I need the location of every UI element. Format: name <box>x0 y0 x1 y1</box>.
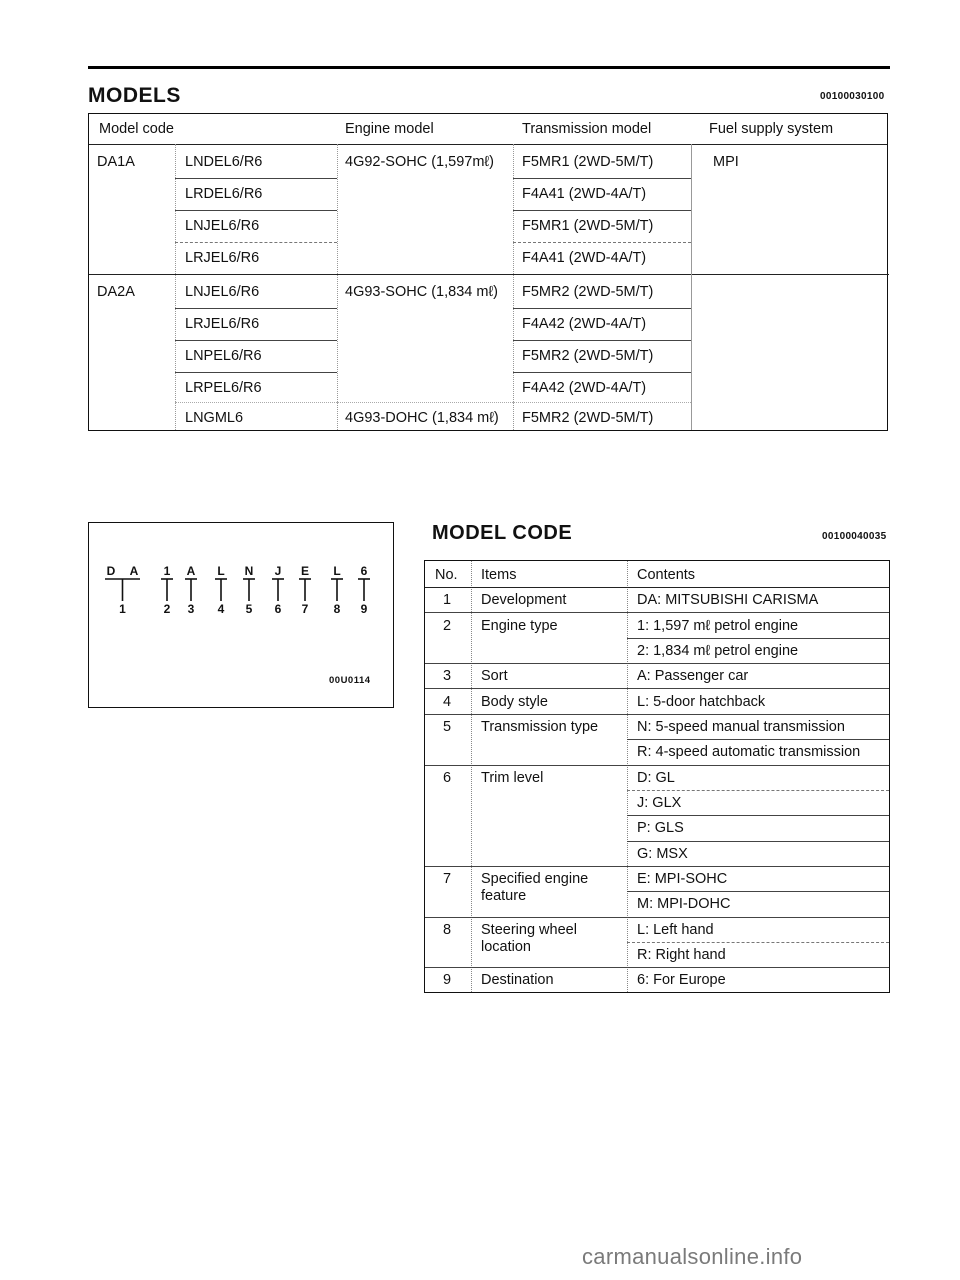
header-transmission-model: Transmission model <box>522 121 652 137</box>
row-subdivider <box>627 790 889 791</box>
row-item: Sort <box>481 668 508 684</box>
model-code-cell: LRDEL6/R6 <box>185 186 263 202</box>
transmission-cell: F5MR2 (2WD-5M/T) <box>522 348 654 364</box>
models-title: MODELS <box>88 84 181 107</box>
engine-cell: 4G92-SOHC (1,597mℓ) <box>345 154 494 170</box>
row-line <box>513 308 691 309</box>
row-content: G: MSX <box>637 846 688 862</box>
model-code-cell: LRJEL6/R6 <box>185 250 260 266</box>
model-code-cell: LNJEL6/R6 <box>185 218 260 234</box>
diagram-letter: E <box>300 564 310 578</box>
transmission-cell: F4A41 (2WD-4A/T) <box>522 250 647 266</box>
row-divider <box>425 866 889 867</box>
model-code-cell: LNPEL6/R6 <box>185 348 262 364</box>
models-table <box>88 113 888 431</box>
row-no: 2 <box>443 618 452 634</box>
row-no: 1 <box>443 592 452 608</box>
header-contents: Contents <box>637 567 696 583</box>
diagram-number: 3 <box>187 602 195 616</box>
row-no: 9 <box>443 972 452 988</box>
diagram-letter: A <box>186 564 196 578</box>
row-content: R: 4-speed automatic transmission <box>637 744 861 760</box>
row-line <box>175 402 337 403</box>
row-line <box>175 340 337 341</box>
group-code: DA2A <box>97 284 135 300</box>
row-line <box>175 178 337 179</box>
row-content: M: MPI-DOHC <box>637 896 731 912</box>
row-divider <box>425 917 889 918</box>
diagram-number: 2 <box>163 602 171 616</box>
row-no: 4 <box>443 694 452 710</box>
row-divider <box>425 663 889 664</box>
row-divider <box>425 612 889 613</box>
row-no: 7 <box>443 871 452 887</box>
row-item: Transmission type <box>481 719 599 735</box>
row-item: Trim level <box>481 770 544 786</box>
models-table-header <box>89 114 887 145</box>
column-divider <box>513 144 514 430</box>
transmission-cell: F4A42 (2WD-4A/T) <box>522 380 647 396</box>
diagram-number: 1 <box>119 602 126 616</box>
transmission-cell: F4A41 (2WD-4A/T) <box>522 186 647 202</box>
row-line <box>513 372 691 373</box>
model-code-diagram <box>88 522 394 708</box>
model-code-doc-code: 00100040035 <box>822 531 887 542</box>
transmission-cell: F5MR1 (2WD-5M/T) <box>522 218 654 234</box>
row-content: 6: For Europe <box>637 972 726 988</box>
row-line <box>513 210 691 211</box>
row-no: 6 <box>443 770 452 786</box>
transmission-cell: F5MR1 (2WD-5M/T) <box>522 154 654 170</box>
group-code: DA1A <box>97 154 135 170</box>
group-divider <box>89 274 889 275</box>
row-content: N: 5-speed manual transmission <box>637 719 845 735</box>
diagram-number: 4 <box>217 602 225 616</box>
engine-cell: 4G93-DOHC (1,834 mℓ) <box>345 410 499 426</box>
watermark-text: carmanualsonline.info <box>582 1244 803 1269</box>
row-item: Steering wheel location <box>481 922 577 955</box>
diagram-letter: J <box>274 564 282 578</box>
diagram-letter: N <box>244 564 254 578</box>
row-item: Body style <box>481 694 548 710</box>
transmission-cell: F5MR2 (2WD-5M/T) <box>522 410 654 426</box>
row-divider <box>425 714 889 715</box>
model-code-title: MODEL CODE <box>432 522 573 544</box>
header-items: Items <box>481 567 517 583</box>
column-divider <box>337 144 338 430</box>
header-divider <box>425 587 889 588</box>
diagram-letter: L <box>217 564 225 578</box>
fuel-cell: MPI <box>713 154 739 170</box>
row-content: J: GLX <box>637 795 682 811</box>
row-divider <box>425 967 889 968</box>
row-content: A: Passenger car <box>637 668 749 684</box>
top-rule <box>88 66 890 69</box>
row-subdivider <box>627 891 889 892</box>
header-engine-model: Engine model <box>345 121 434 137</box>
model-code-cell: LRPEL6/R6 <box>185 380 262 396</box>
row-item: Engine type <box>481 618 558 634</box>
diagram-number: 8 <box>333 602 341 616</box>
diagram-number: 9 <box>360 602 368 616</box>
row-line <box>513 242 691 243</box>
row-subdivider <box>627 638 889 639</box>
diagram-number: 7 <box>301 602 309 616</box>
transmission-cell: F4A42 (2WD-4A/T) <box>522 316 647 332</box>
row-divider <box>425 688 889 689</box>
diagram-letter: D <box>106 564 116 578</box>
figure-id: 00U0114 <box>329 675 371 686</box>
diagram-letter: 6 <box>360 564 368 578</box>
row-line <box>175 372 337 373</box>
row-item: Destination <box>481 972 554 988</box>
row-line <box>175 242 337 243</box>
column-divider <box>627 561 628 992</box>
column-divider <box>691 144 692 430</box>
row-content: D: GL <box>637 770 675 786</box>
row-content: 2: 1,834 mℓ petrol engine <box>637 643 799 659</box>
row-content: E: MPI-SOHC <box>637 871 728 887</box>
row-content: L: Left hand <box>637 922 714 938</box>
row-line <box>337 402 513 403</box>
row-content: 1: 1,597 mℓ petrol engine <box>637 618 799 634</box>
transmission-cell: F5MR2 (2WD-5M/T) <box>522 284 654 300</box>
model-code-cell: LNJEL6/R6 <box>185 284 260 300</box>
row-content: R: Right hand <box>637 947 726 963</box>
column-divider <box>175 144 176 430</box>
models-doc-code: 00100030100 <box>820 91 885 102</box>
row-line <box>513 402 691 403</box>
diagram-number: 5 <box>245 602 253 616</box>
header-fuel-supply: Fuel supply system <box>709 121 834 137</box>
row-subdivider <box>627 815 889 816</box>
row-item: Development <box>481 592 567 608</box>
row-line <box>513 340 691 341</box>
row-divider <box>425 765 889 766</box>
model-code-table <box>424 560 890 993</box>
header-model-code: Model code <box>99 121 174 137</box>
row-line <box>175 210 337 211</box>
model-code-cell: LNDEL6/R6 <box>185 154 263 170</box>
row-no: 5 <box>443 719 452 735</box>
diagram-letter: 1 <box>163 564 171 578</box>
row-content: P: GLS <box>637 820 684 836</box>
diagram-letter: A <box>129 564 139 578</box>
row-no: 3 <box>443 668 452 684</box>
row-line <box>175 308 337 309</box>
model-code-cell: LNGML6 <box>185 410 244 426</box>
engine-cell: 4G93-SOHC (1,834 mℓ) <box>345 284 498 300</box>
row-subdivider <box>627 739 889 740</box>
row-line <box>513 178 691 179</box>
row-content: DA: MITSUBISHI CARISMA <box>637 592 819 608</box>
row-content: L: 5-door hatchback <box>637 694 766 710</box>
column-divider <box>471 561 472 992</box>
row-subdivider <box>627 942 889 943</box>
diagram-number: 6 <box>274 602 282 616</box>
model-code-cell: LRJEL6/R6 <box>185 316 260 332</box>
row-item: Specified engine feature <box>481 871 589 904</box>
row-no: 8 <box>443 922 452 938</box>
row-subdivider <box>627 841 889 842</box>
diagram-letter: L <box>333 564 341 578</box>
header-no: No. <box>435 567 458 583</box>
